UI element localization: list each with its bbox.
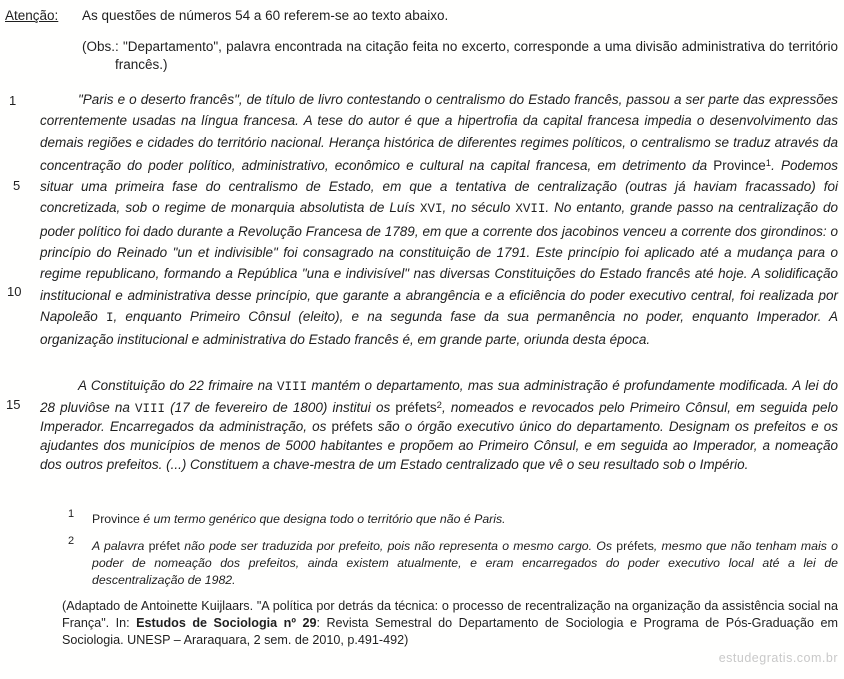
line-number-10: 10 xyxy=(7,284,22,299)
line-number-5: 5 xyxy=(13,178,21,193)
line-number-15: 15 xyxy=(6,397,21,412)
paragraph-2-text: A Constituição do 22 frimaire na VIII mantém o departamento, mas sua administração é profundamente modificada. A lei do 28 pluviôse na VIII (17 de fevereiro de 1800) institui os préfets$^2$, nomeados e revocados pelo Primeiro Cônsul, em seguida pelo Imperador. Encarregados da administração, os préfets são o órgão executivo único do departamento. Designam os prefeitos e os ajudantes dos municípios de menos de 5000 habitantes e propõem ao Primeiro Cônsul, e em seguida ao Imperador, a nomeação dos outros prefeitos. (...) Constituem a chave-mestra de um Estado centralizado que vê o seu resultado sob o Império. xyxy=(40,378,838,472)
footnote-2-number: 2 xyxy=(68,535,75,547)
footnote-1 xyxy=(68,508,838,528)
attention-label: Atenção: xyxy=(5,8,59,23)
attention-instruction: As questões de números 54 a 60 referem-se ao texto abaixo. xyxy=(82,8,449,23)
text-paragraph-2 xyxy=(6,377,838,475)
watermark-text: estudegratis.com.br xyxy=(718,651,838,665)
footnote-1-number: 1 xyxy=(68,508,75,520)
text-paragraph-1 xyxy=(7,89,839,351)
footnote-1-text: Province é um termo genérico que designa todo o território que não é Paris. xyxy=(92,512,506,526)
footnote-2 xyxy=(68,535,838,589)
paragraph-1-text: "Paris e o deserto francês", de título de livro contestando o centralismo do Estado francês, passou a ser parte das expressões correntemente usadas na língua francesa. A tese do autor é que a hipertrofia da capital francesa impedia o desenvolvimento das demais regiões e cidades do território nacional. Herança histórica de diferentes regimes políticos, o centralismo se traduz através da concentração do poder político, administrativo, econômico e cultural na capital francesa, em detrimento da Province$^1$. Podemos situar uma primeira fase do centralismo de Estado, em que a tentativa de centralização (outras já haviam fracassado) foi concretizada, sob o regime de monarquia absolutista de Luís XVI, no século XVII. No entanto, grande passo na centralização do poder político foi dado durante a Revolução Francesa de 1789, em que a corrente dos jacobinos venceu a corrente dos girondinos: o princípio do Reinado "un et indivisible" foi consagrado na constituição de 1791. Este princípio foi aplicado até a mudança para o regime republicano, formando a República "una e indivisível" nas diversas Constituições do Estado francês até hoje. A solidificação institucional e administrativa desse princípio, que garante a abrangência e a eficiência do poder executivo central, foi realizada por Napoleão I, enquanto Primeiro Cônsul (eleito), e na segunda fase da sua permanência no poder, enquanto Imperador. A organização institucional e administrativa do Estado francês é, em grande parte, oriunda desta época. xyxy=(40,92,839,348)
observation-note: (Obs.: "Departamento", palavra encontrada na citação feita no excerto, corresponde a uma divisão administrativa do território francês.) xyxy=(82,39,838,72)
footnote-2-text: A palavra préfet não pode ser traduzida por prefeito, pois não representa o mesmo cargo. Os préfets, mesmo que não tenham mais o poder de nomeação dos prefeitos, ainda existem atualmente, e eram encarregados do poder executivo local até a lei de descentralização de 1982. xyxy=(92,539,838,587)
source-citation: (Adaptado de Antoinette Kuijlaars. "A política por detrás da técnica: o processo de recentralização na organização da assistência social na França". In: Estudos de Sociologia nº 29: Revista Semestral do Departamento de Sociologia e Programa de Pós-Graduação em Sociologia. UNESP – Araraquara, 2 sem. de 2010, p.491-492) xyxy=(62,599,838,647)
line-number-1: 1 xyxy=(9,93,17,108)
